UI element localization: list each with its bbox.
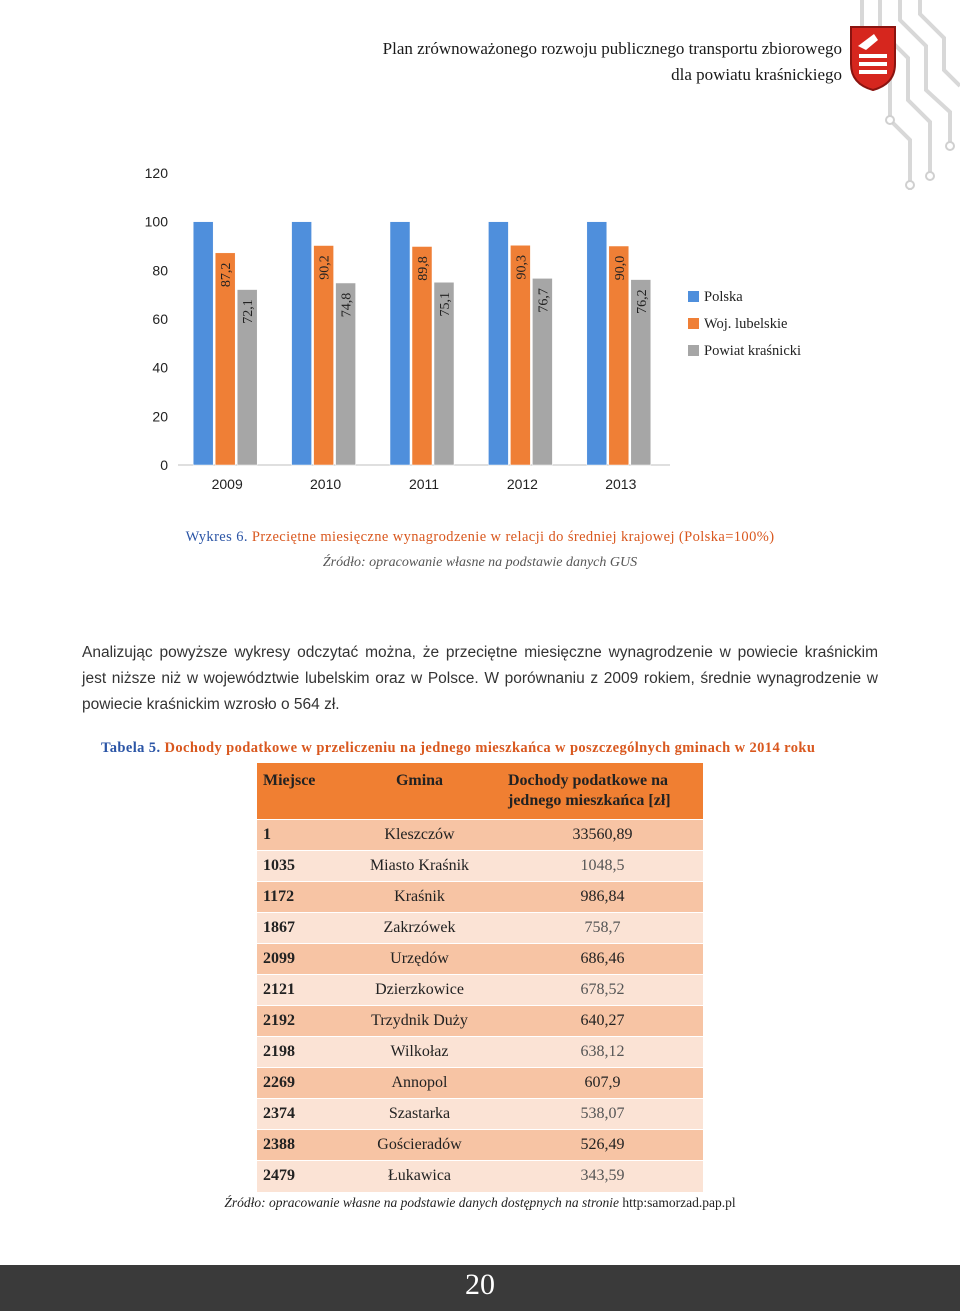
table-row bbox=[257, 882, 703, 913]
table-source bbox=[0, 1195, 960, 1211]
rank-cell: 1035 bbox=[257, 851, 337, 882]
table-row bbox=[257, 1068, 703, 1099]
value-cell: 986,84 bbox=[502, 882, 703, 913]
header-municipality: Gmina bbox=[337, 763, 502, 820]
bar-polska-2009 bbox=[193, 222, 213, 465]
chart-caption bbox=[0, 529, 960, 546]
municipality-cell: Urzędów bbox=[337, 944, 502, 975]
data-label: 74,8 bbox=[339, 292, 355, 318]
header-rank: Miejsce bbox=[257, 763, 337, 820]
value-cell: 1048,5 bbox=[502, 851, 703, 882]
data-label: 76,7 bbox=[536, 288, 552, 313]
y-tick-label: 0 bbox=[160, 457, 168, 473]
bar-polska-2011 bbox=[390, 222, 410, 465]
x-tick-label: 2010 bbox=[310, 476, 342, 492]
data-label: 75,1 bbox=[438, 292, 453, 317]
legend-swatch bbox=[688, 345, 699, 356]
data-label: 87,2 bbox=[219, 262, 235, 288]
municipality-cell: Dzierzkowice bbox=[337, 975, 502, 1006]
data-label: 72,1 bbox=[241, 299, 257, 324]
rank-cell: 2388 bbox=[257, 1130, 337, 1161]
value-cell: 678,52 bbox=[502, 975, 703, 1006]
municipality-cell: Trzydnik Duży bbox=[337, 1006, 502, 1037]
chart-caption-title: Przeciętne miesięczne wynagrodzenie w relacji do średniej krajowej (Polska=100%) bbox=[251, 529, 775, 545]
value-cell: 686,46 bbox=[502, 944, 703, 975]
rank-cell: 1867 bbox=[257, 913, 337, 944]
bar-polska-2010 bbox=[292, 222, 312, 465]
value-cell: 33560,89 bbox=[502, 820, 703, 851]
table-row bbox=[257, 913, 703, 944]
municipality-cell: Wilkołaz bbox=[337, 1037, 502, 1068]
x-tick-label: 2009 bbox=[211, 476, 243, 492]
value-cell: 758,7 bbox=[502, 913, 703, 944]
y-tick-label: 20 bbox=[152, 408, 168, 425]
chart-source: Źródło: opracowanie własne na podstawie danych GUS bbox=[322, 555, 638, 570]
value-cell: 526,49 bbox=[502, 1130, 703, 1161]
data-label: 89,8 bbox=[416, 256, 431, 281]
municipality-cell: Kraśnik bbox=[337, 882, 502, 913]
rank-cell: 2479 bbox=[257, 1161, 337, 1192]
data-label: 90,3 bbox=[514, 255, 530, 280]
table-row bbox=[257, 1161, 703, 1192]
value-cell: 343,59 bbox=[502, 1161, 703, 1192]
table-row bbox=[257, 1099, 703, 1130]
table-row bbox=[257, 851, 703, 882]
header-tax-income: Dochody podatkowe na jednego mieszkańca [zł] bbox=[502, 763, 703, 820]
page-number: 20 bbox=[465, 1268, 495, 1301]
municipality-cell: Szastarka bbox=[337, 1099, 502, 1130]
data-label: 90,2 bbox=[317, 255, 333, 280]
municipality-cell: Kleszczów bbox=[337, 820, 502, 851]
value-cell: 538,07 bbox=[502, 1099, 703, 1130]
legend-swatch bbox=[688, 318, 699, 329]
tax-income-table bbox=[257, 763, 703, 1192]
value-cell: 640,27 bbox=[502, 1006, 703, 1037]
table-row bbox=[257, 820, 703, 851]
table-row bbox=[257, 1130, 703, 1161]
rank-cell: 1172 bbox=[257, 882, 337, 913]
table-caption bbox=[101, 740, 815, 757]
table-caption-label: Tabela 5. bbox=[101, 740, 161, 756]
table-row bbox=[257, 975, 703, 1006]
y-tick-label: 120 bbox=[144, 165, 168, 181]
body-paragraph: Analizując powyższe wykresy odczytać można, że przeciętne miesięczne wynagrodzenie w powiecie kraśnickim jest niższe niż w województwie lubelskim oraz w Polsce. W porównaniu z 2009 rokiem, średnie wynagrodzenie w powiecie kraśnickim wzrosło o 564 zł. bbox=[82, 644, 878, 713]
municipality-cell: Annopol bbox=[337, 1068, 502, 1099]
rank-cell: 1 bbox=[257, 820, 337, 851]
legend-label: Polska bbox=[704, 289, 743, 305]
bar-polska-2012 bbox=[488, 222, 508, 465]
rank-cell: 2192 bbox=[257, 1006, 337, 1037]
bar-polska-2013 bbox=[587, 222, 607, 465]
table-row bbox=[257, 944, 703, 975]
x-tick-label: 2013 bbox=[605, 476, 637, 492]
x-tick-label: 2012 bbox=[506, 476, 538, 492]
rank-cell: 2099 bbox=[257, 944, 337, 975]
table-source-text: Źródło: opracowanie własne na podstawie danych dostępnych na stronie bbox=[224, 1195, 620, 1210]
rank-cell: 2198 bbox=[257, 1037, 337, 1068]
municipality-cell: Zakrzówek bbox=[337, 913, 502, 944]
legend-label: Powiat kraśnicki bbox=[704, 343, 802, 359]
header-line-1: Plan zrównoważonego rozwoju publicznego transportu zbiorowego bbox=[382, 39, 842, 58]
table-source-url: http:samorzad.pap.pl bbox=[622, 1195, 736, 1210]
rank-cell: 2121 bbox=[257, 975, 337, 1006]
rank-cell: 2374 bbox=[257, 1099, 337, 1130]
legend-label: Woj. lubelskie bbox=[704, 316, 788, 332]
rank-cell: 2269 bbox=[257, 1068, 337, 1099]
chart-caption-label: Wykres 6. bbox=[185, 529, 248, 545]
header-line-2: dla powiatu kraśnickiego bbox=[671, 65, 842, 84]
data-label: 76,2 bbox=[634, 289, 650, 314]
table-row bbox=[257, 1037, 703, 1068]
data-label: 90,0 bbox=[612, 255, 628, 281]
value-cell: 607,9 bbox=[502, 1068, 703, 1099]
y-tick-label: 40 bbox=[152, 359, 168, 376]
y-tick-label: 80 bbox=[152, 262, 168, 279]
wage-ratio-bar-chart bbox=[130, 155, 830, 500]
municipality-cell: Łukawica bbox=[337, 1161, 502, 1192]
coat-of-arms-icon bbox=[848, 24, 898, 92]
document-header bbox=[383, 36, 842, 88]
value-cell: 638,12 bbox=[502, 1037, 703, 1068]
y-tick-label: 100 bbox=[144, 213, 168, 230]
table-caption-title: Dochody podatkowe w przeliczeniu na jednego mieszkańca w poszczególnych gminach w 2014 roku bbox=[164, 740, 816, 756]
x-tick-label: 2011 bbox=[408, 476, 440, 492]
y-tick-label: 60 bbox=[152, 311, 168, 327]
table-header-row bbox=[257, 763, 703, 820]
legend-swatch bbox=[688, 291, 699, 302]
municipality-cell: Miasto Kraśnik bbox=[337, 851, 502, 882]
municipality-cell: Gościeradów bbox=[337, 1130, 502, 1161]
table-row bbox=[257, 1006, 703, 1037]
